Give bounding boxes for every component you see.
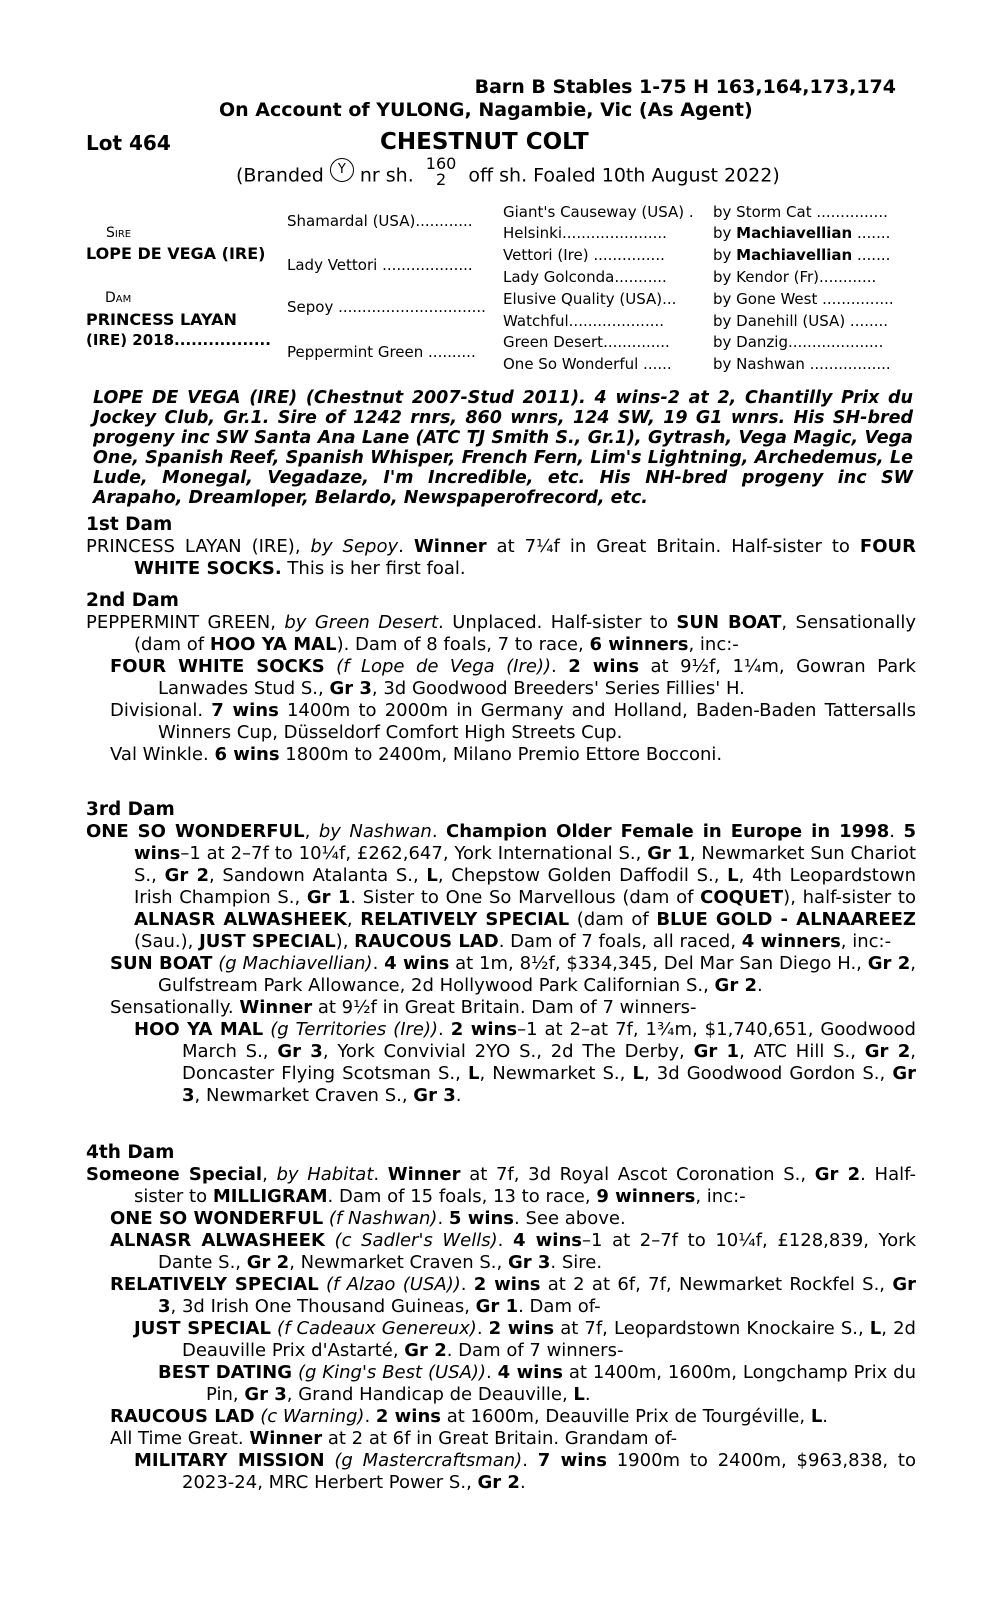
third-dam-section [86,799,916,1107]
ggp-by-2: by Machiavellian ....... [713,224,891,242]
second-dam-title: 2nd Dam [86,590,179,611]
progeny-entry: MILITARY MISSION (g Mastercraftsman). 7 wins 1900m to 2400m, $963,838, to 2023-24, MRC Herbert Power S., Gr 2. [134,1450,916,1493]
brand-suffix: off sh. Foaled 10th August 2022) [468,164,780,187]
brand-mid: nr sh. [359,164,414,187]
sire-name: LOPE DE VEGA (IRE) [86,244,266,263]
progeny-entry: FOUR WHITE SOCKS (f Lope de Vega (Ire)). 2 wins at 9½f, 1¼m, Gowran Park Lanwades Stud S., Gr 3, 3d Goodwood Breeders' Series Fillies' H. [110,656,916,699]
lot-number: Lot 464 [86,131,171,155]
ggp-name-5: Elusive Quality (USA)... [503,290,677,308]
progeny-entry: BEST DATING (g King's Best (USA)). 4 wins at 1400m, 1600m, Longchamp Prix du Pin, Gr 3, Grand Handicap de Deauville, L. [158,1362,916,1405]
third-dam-intro: ONE SO WONDERFUL, by Nashwan. Champion Older Female in Europe in 1998. 5 wins–1 at 2–7f to 10¼f, £262,647, York International S., Gr 1, Newmarket Sun Chariot S., Gr 2, Sandown Atalanta S., L, Chepstow Golden Daffodil S., L, 4th Leopardstown Irish Champion S., Gr 1. Sister to One So Marvellous (dam of COQUET), half-sister to ALNASR ALWASHEEK, RELATIVELY SPECIAL (dam of BLUE GOLD - ALNAAREEZ (Sau.), JUST SPECIAL), RAUCOUS LAD. Dam of 7 foals, all raced, 4 winners, inc:- [86,821,916,952]
third-dam-title: 3rd Dam [86,799,175,820]
progeny-entry: RAUCOUS LAD (c Warning). 2 wins at 1600m, Deauville Prix de Tourgéville, L. [110,1406,829,1427]
progeny-entry: JUST SPECIAL (f Cadeaux Genereux). 2 wins at 7f, Leopardstown Knockaire S., L, 2d Deauville Prix d'Astarté, Gr 2. Dam of 7 winners- [134,1318,916,1361]
ggp-name-8: One So Wonderful ...... [503,355,672,373]
ggp-by-8: by Nashwan ................. [713,355,891,373]
vendor-account: On Account of YULONG, Nagambie, Vic (As Agent) [219,99,753,121]
ggp-name-7: Green Desert.............. [503,333,670,351]
ggp-name-4: Lady Golconda........... [503,268,667,286]
ggp-name-1: Giant's Causeway (USA) . [503,203,694,221]
dam-name: PRINCESS LAYAN [86,310,237,329]
grandsire: Shamardal (USA)............ [287,212,473,230]
brand-mark-icon: Y [330,158,354,182]
dam-year: (IRE) 2018................. [86,331,271,349]
ggp-name-6: Watchful.................... [503,312,665,330]
progeny-entry: ONE SO WONDERFUL (f Nashwan). 5 wins. See above. [110,1208,626,1229]
second-dam-section [86,590,916,766]
ggp-by-3: by Machiavellian ....... [713,246,891,264]
granddam-dam-side: Peppermint Green .......... [287,343,476,361]
ggp-by-7: by Danzig.................... [713,333,884,351]
dam-label: Dam [105,290,132,306]
ggp-by-4: by Kendor (Fr)............ [713,268,877,286]
first-dam-section [86,514,916,580]
damsire: Sepoy ............................... [287,298,486,316]
ggp-by-6: by Danehill (USA) ........ [713,312,889,330]
progeny-entry: Val Winkle. 6 wins 1800m to 2400m, Milano Premio Ettore Bocconi. [110,744,723,765]
first-dam-title: 1st Dam [86,514,173,535]
progeny-entry: ALNASR ALWASHEEK (c Sadler's Wells). 4 wins–1 at 2–7f to 10¼f, £128,839, York Dante S., Gr 2, Newmarket Craven S., Gr 3. Sire. [110,1230,916,1273]
ggp-by-5: by Gone West ............... [713,290,894,308]
progeny-entry: Divisional. 7 wins 1400m to 2000m in Germany and Holland, Baden-Baden Tattersalls Winners Cup, Düsseldorf Comfort High Streets Cup. [110,700,916,743]
barn-info: Barn B Stables 1-75 H 163,164,173,174 [474,76,896,98]
horse-description: CHESTNUT COLT [380,129,589,155]
progeny-entry: RELATIVELY SPECIAL (f Alzao (USA)). 2 wins at 2 at 6f, 7f, Newmarket Rockfel S., Gr 3, 3d Irish One Thousand Guineas, Gr 1. Dam of- [110,1274,916,1317]
progeny-entry: All Time Great. Winner at 2 at 6f in Great Britain. Grandam of- [110,1428,678,1449]
brand-number: 160 2 [425,154,457,189]
progeny-entry: SUN BOAT (g Machiavellian). 4 wins at 1m, 8½f, $334,345, Del Mar San Diego H., Gr 2, Gulfstream Park Allowance, 2d Hollywood Park Californian S., Gr 2. [110,953,916,996]
second-dam-intro: PEPPERMINT GREEN, by Green Desert. Unplaced. Half-sister to SUN BOAT, Sensationally (dam of HOO YA MAL). Dam of 8 foals, 7 to race, 6 winners, inc:- [86,612,917,655]
fourth-dam-title: 4th Dam [86,1142,175,1163]
progeny-entry: HOO YA MAL (g Territories (Ire)). 2 wins–1 at 2–at 7f, 1¾m, $1,740,651, Goodwood March S., Gr 3, York Convivial 2YO S., 2d The Derby, Gr 1, ATC Hill S., Gr 2, Doncaster Flying Scotsman S., L, Newmarket S., L, 3d Goodwood Gordon S., Gr 3, Newmarket Craven S., Gr 3. [134,1019,917,1106]
brand-prefix: (Branded [236,164,324,187]
ggp-by-1: by Storm Cat ............... [713,203,888,221]
ggp-name-3: Vettori (Ire) ............... [503,246,665,264]
fourth-dam-section [86,1142,916,1494]
fourth-dam-intro: Someone Special, by Habitat. Winner at 7f, 3d Royal Ascot Coronation S., Gr 2. Half-sister to MILLIGRAM. Dam of 15 foals, 13 to race, 9 winners, inc:- [86,1164,916,1207]
progeny-entry: Sensationally. Winner at 9½f in Great Britain. Dam of 7 winners- [110,997,697,1018]
first-dam-text: PRINCESS LAYAN (IRE), by Sepoy. Winner at 7¼f in Great Britain. Half-sister to FOUR WHITE SOCKS. This is her first foal. [86,536,916,579]
brand-line [236,154,780,192]
granddam-sire-side: Lady Vettori ................... [287,256,473,274]
sire-label: Sire [106,225,132,241]
ggp-name-2: Helsinki...................... [503,224,667,242]
sire-summary: LOPE DE VEGA (IRE) (Chestnut 2007-Stud 2011). 4 wins-2 at 2, Chantilly Prix du Jockey Club, Gr.1. Sire of 1242 rnrs, 860 wnrs, 124 SW, 19 G1 wnrs. His SH-bred progeny inc SW Santa Ana Lane (ATC TJ Smith S., Gr.1), Gytrash, Vega Magic, Vega One, Spanish Reef, Spanish Whisper, French Fern, Lim's Lightning, Archedemus, Le Lude, Monegal, Vegadaze, I'm Incredible, etc. His NH-bred progeny inc SW Arapaho, Dreamloper, Belardo, Newspaperofrecord, etc. [93,388,913,508]
